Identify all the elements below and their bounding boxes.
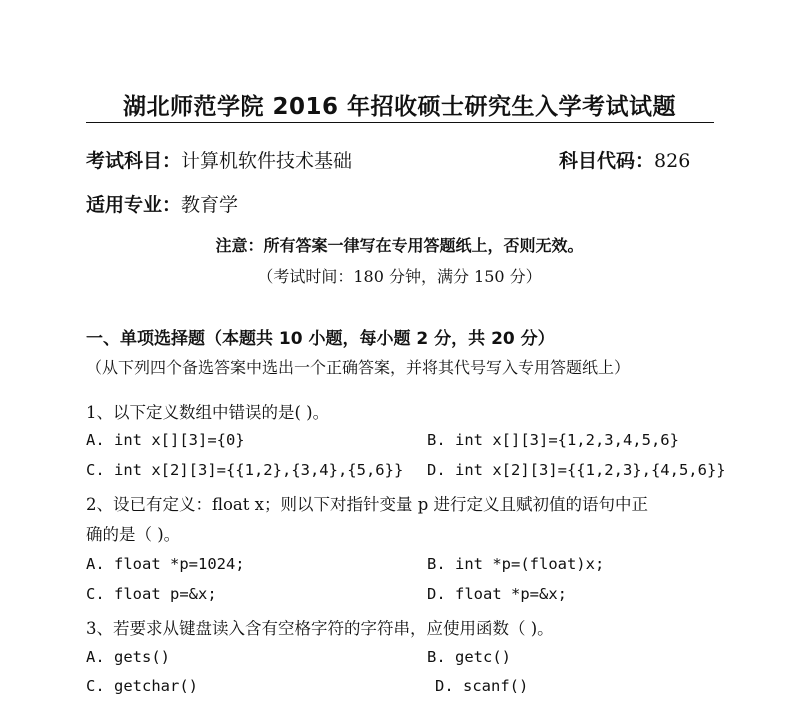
question-3-stem: 3、若要求从键盘读入含有空格字符的字符串，应使用函数（ )。 bbox=[86, 619, 554, 638]
question-2-stem-line2: 确的是（ )。 bbox=[86, 525, 181, 544]
question-3-option-c: C. getchar() bbox=[86, 677, 198, 695]
code-label: 科目代码： bbox=[559, 150, 655, 172]
major-label: 适用专业： bbox=[86, 194, 182, 216]
exam-time: （考试时间：180 分钟，满分 150 分） bbox=[257, 267, 542, 286]
notice-line bbox=[0, 233, 799, 256]
question-2-stem-line1: 2、设已有定义：float x；则以下对指针变量 p 进行定义且赋初值的语句中正 bbox=[86, 495, 649, 514]
subject-label: 考试科目： bbox=[86, 150, 182, 172]
question-2-option-a: A. float *p=1024; bbox=[86, 555, 245, 573]
question-2-option-d: D. float *p=&x; bbox=[427, 585, 567, 603]
question-2-option-c: C. float p=&x; bbox=[86, 585, 217, 603]
question-3-option-d: D. scanf() bbox=[435, 677, 529, 695]
major-line bbox=[86, 190, 238, 217]
title-rule bbox=[86, 122, 714, 123]
subject-line bbox=[86, 146, 352, 173]
question-1-option-c: C. int x[2][3]={{1,2},{3,4},{5,6}} bbox=[86, 461, 404, 479]
question-1-option-b: B. int x[][3]={1,2,3,4,5,6} bbox=[427, 431, 679, 449]
question-3-option-b: B. getc() bbox=[427, 648, 511, 666]
code-line bbox=[559, 146, 690, 173]
subject-value: 计算机软件技术基础 bbox=[181, 150, 353, 172]
question-1-option-d: D. int x[2][3]={{1,2,3},{4,5,6}} bbox=[427, 461, 726, 479]
code-value: 826 bbox=[654, 150, 691, 172]
section-heading bbox=[86, 324, 555, 349]
question-1-option-a: A. int x[][3]={0} bbox=[86, 431, 245, 449]
major-value: 教育学 bbox=[181, 194, 239, 216]
question-1-stem: 1、以下定义数组中错误的是( )。 bbox=[86, 403, 330, 422]
section-instruction: （从下列四个备选答案中选出一个正确答案，并将其代号写入专用答题纸上） bbox=[86, 358, 631, 377]
section-heading-text: 一、单项选择题（本题共 10 小题，每小题 2 分，共 20 分） bbox=[86, 329, 555, 349]
notice-text: 注意：所有答案一律写在专用答题纸上，否则无效。 bbox=[215, 236, 584, 255]
question-3-option-a: A. gets() bbox=[86, 648, 170, 666]
exam-title: 湖北师范学院 2016 年招收硕士研究生入学考试试题 bbox=[122, 94, 677, 120]
question-2-option-b: B. int *p=(float)x; bbox=[427, 555, 605, 573]
